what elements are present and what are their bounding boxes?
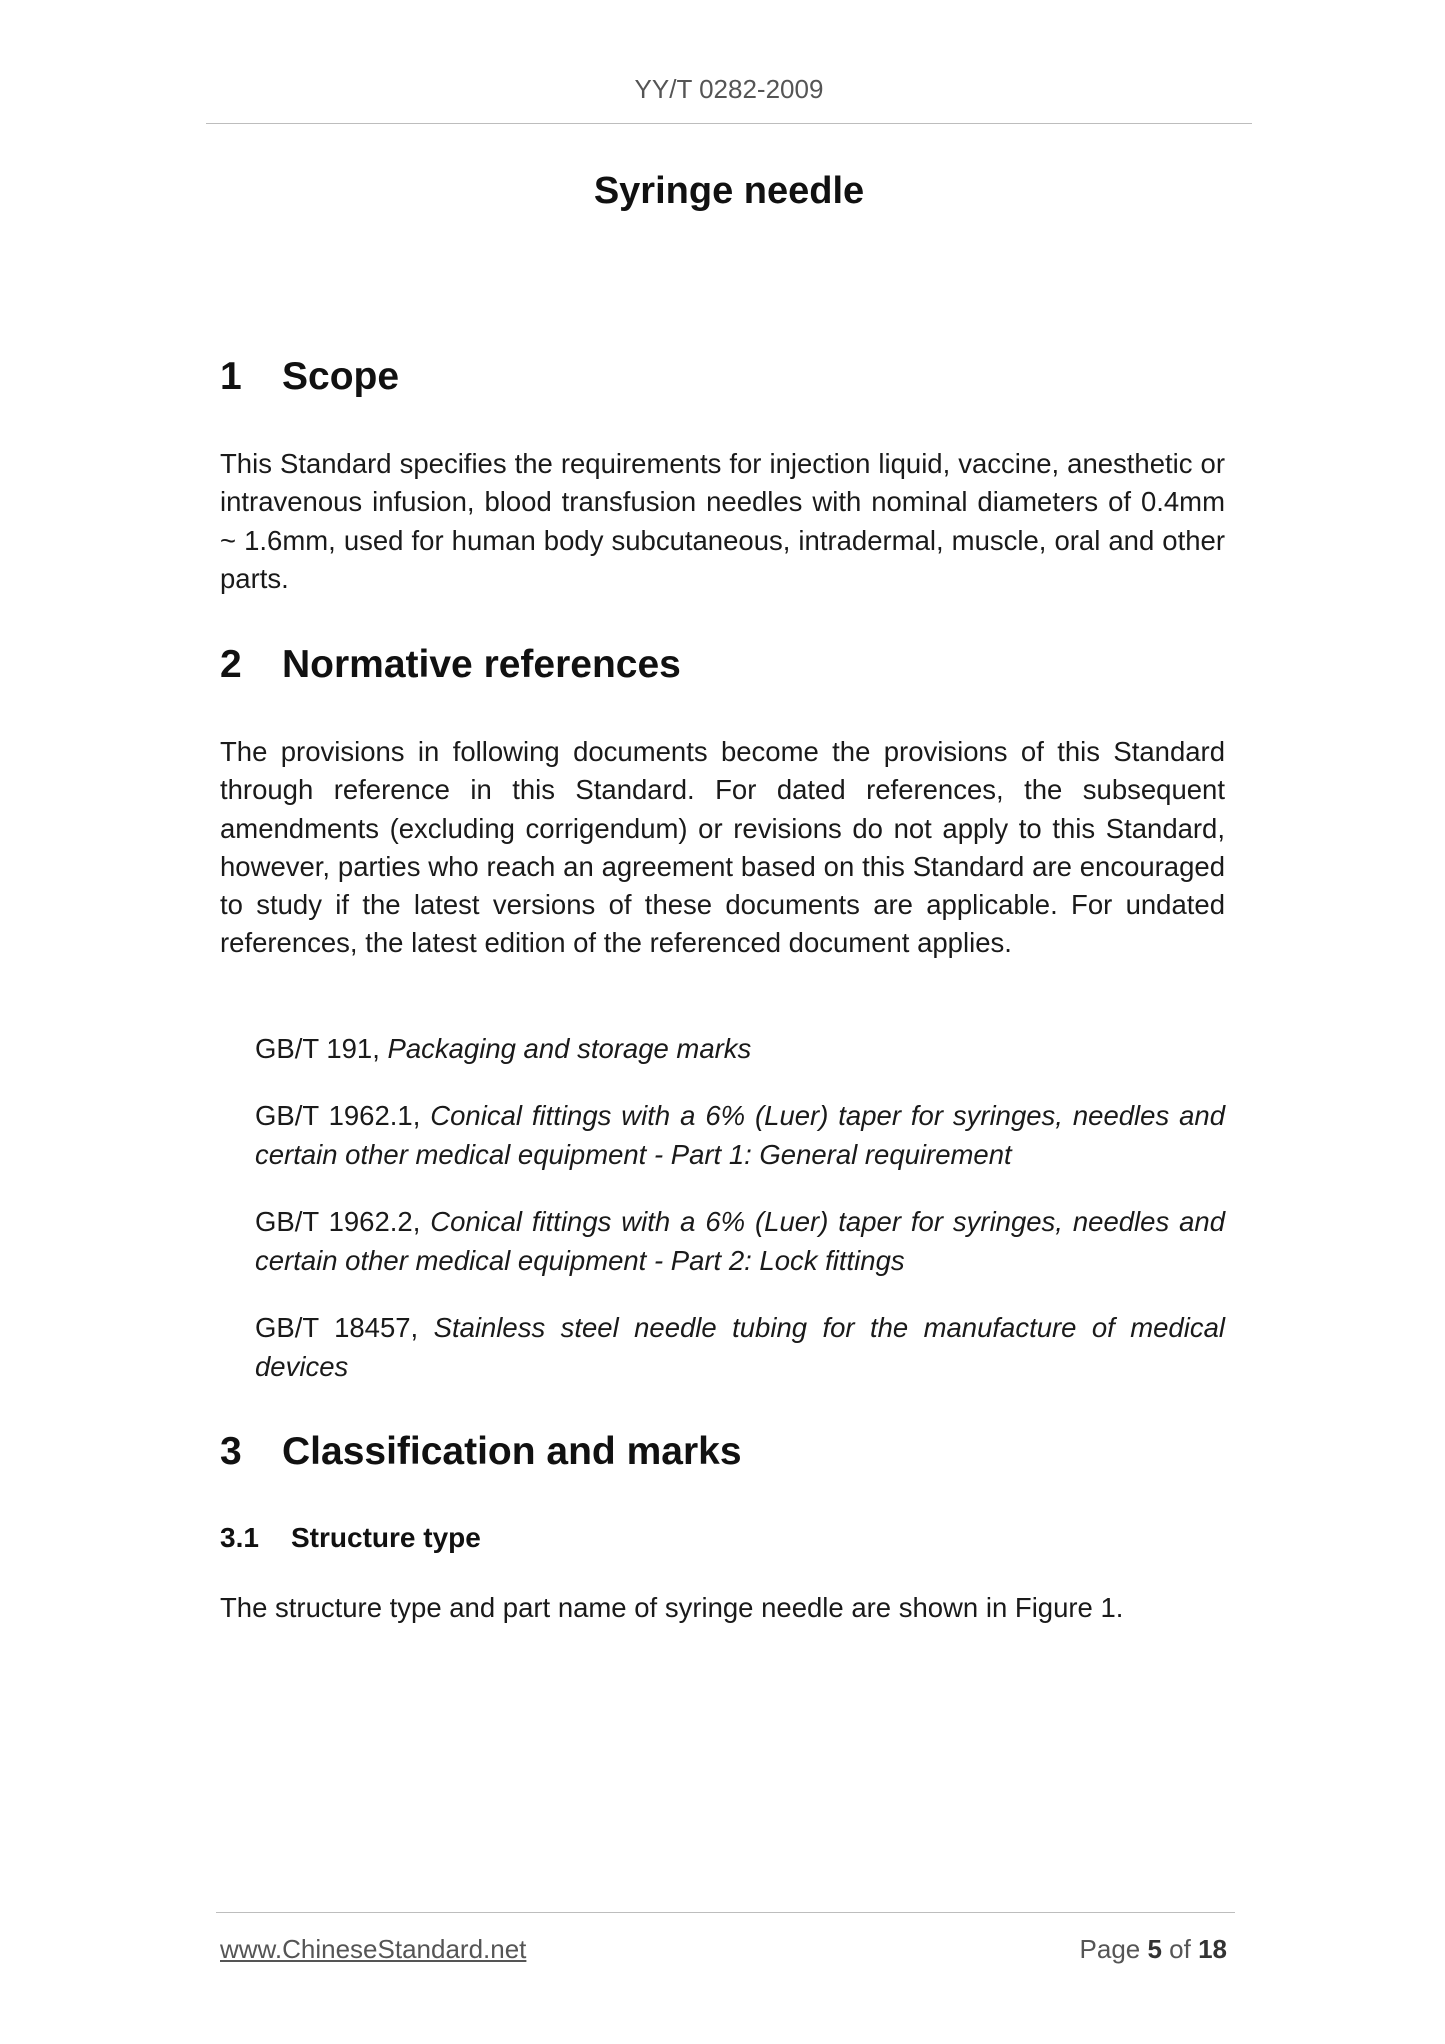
section-heading-classification bbox=[220, 1428, 742, 1476]
reference-code: GB/T 1962.2, bbox=[255, 1206, 431, 1237]
section-title: Scope bbox=[282, 355, 400, 398]
page-prefix: Page bbox=[1079, 1934, 1148, 1964]
reference-code: GB/T 1962.1, bbox=[255, 1100, 431, 1131]
section-number: 1 bbox=[220, 355, 242, 398]
normative-paragraph: The provisions in following documents become the provisions of this Standard through reference in this Standard. For dated references, the subsequent amendments (excluding corrigendum) or revisions do not apply to this Standard, however, parties who reach an agreement based on this Standard are encouraged to study if the latest versions of these documents are applicable. For undated references, the latest edition of the referenced document applies. bbox=[220, 736, 1225, 959]
reference-item bbox=[255, 1096, 1225, 1174]
document-title: Syringe needle bbox=[593, 170, 865, 212]
reference-title: Conical fittings with a 6% (Luer) taper for syringes, needles and certain other medical equipment - Part 2: Lock fittings bbox=[255, 1206, 1226, 1276]
section-heading-scope bbox=[220, 353, 399, 401]
section-number: 3 bbox=[220, 1430, 242, 1473]
current-page: 5 bbox=[1147, 1934, 1162, 1964]
running-header: YY/T 0282-2009 bbox=[634, 74, 824, 104]
structure-type-paragraph: The structure type and part name of syringe needle are shown in Figure 1. bbox=[220, 1592, 1124, 1623]
page-number bbox=[1080, 1932, 1227, 1966]
subsection-heading-structure-type bbox=[220, 1520, 481, 1556]
header-divider bbox=[206, 123, 1252, 124]
section-title: Normative references bbox=[282, 643, 681, 686]
reference-item bbox=[255, 1308, 1225, 1386]
total-pages: 18 bbox=[1198, 1934, 1227, 1964]
website-link[interactable]: www.ChineseStandard.net bbox=[220, 1934, 527, 1964]
page-of: of bbox=[1161, 1934, 1199, 1964]
reference-item bbox=[255, 1029, 1225, 1068]
section-number: 2 bbox=[220, 643, 242, 686]
scope-paragraph: This Standard specifies the requirements for injection liquid, vaccine, anesthetic or intravenous infusion, blood transfusion needles with nominal diameters of 0.4mm ~ 1.6mm, used for human body subcutaneous, intradermal, muscle, oral and other parts. bbox=[220, 448, 1225, 594]
reference-title: Packaging and storage marks bbox=[387, 1033, 752, 1064]
footer-divider bbox=[216, 1912, 1235, 1913]
section-heading-normative-references bbox=[220, 641, 681, 689]
section-title: Classification and marks bbox=[282, 1430, 742, 1473]
subsection-title: Structure type bbox=[291, 1522, 481, 1553]
reference-code: GB/T 191, bbox=[255, 1033, 388, 1064]
reference-code: GB/T 18457, bbox=[255, 1312, 434, 1343]
reference-item bbox=[255, 1202, 1225, 1280]
subsection-number: 3.1 bbox=[220, 1522, 259, 1553]
reference-title: Stainless steel needle tubing for the manufacture of medical devices bbox=[255, 1312, 1225, 1382]
reference-title: Conical fittings with a 6% (Luer) taper for syringes, needles and certain other medical equipment - Part 1: General requirement bbox=[255, 1100, 1226, 1170]
